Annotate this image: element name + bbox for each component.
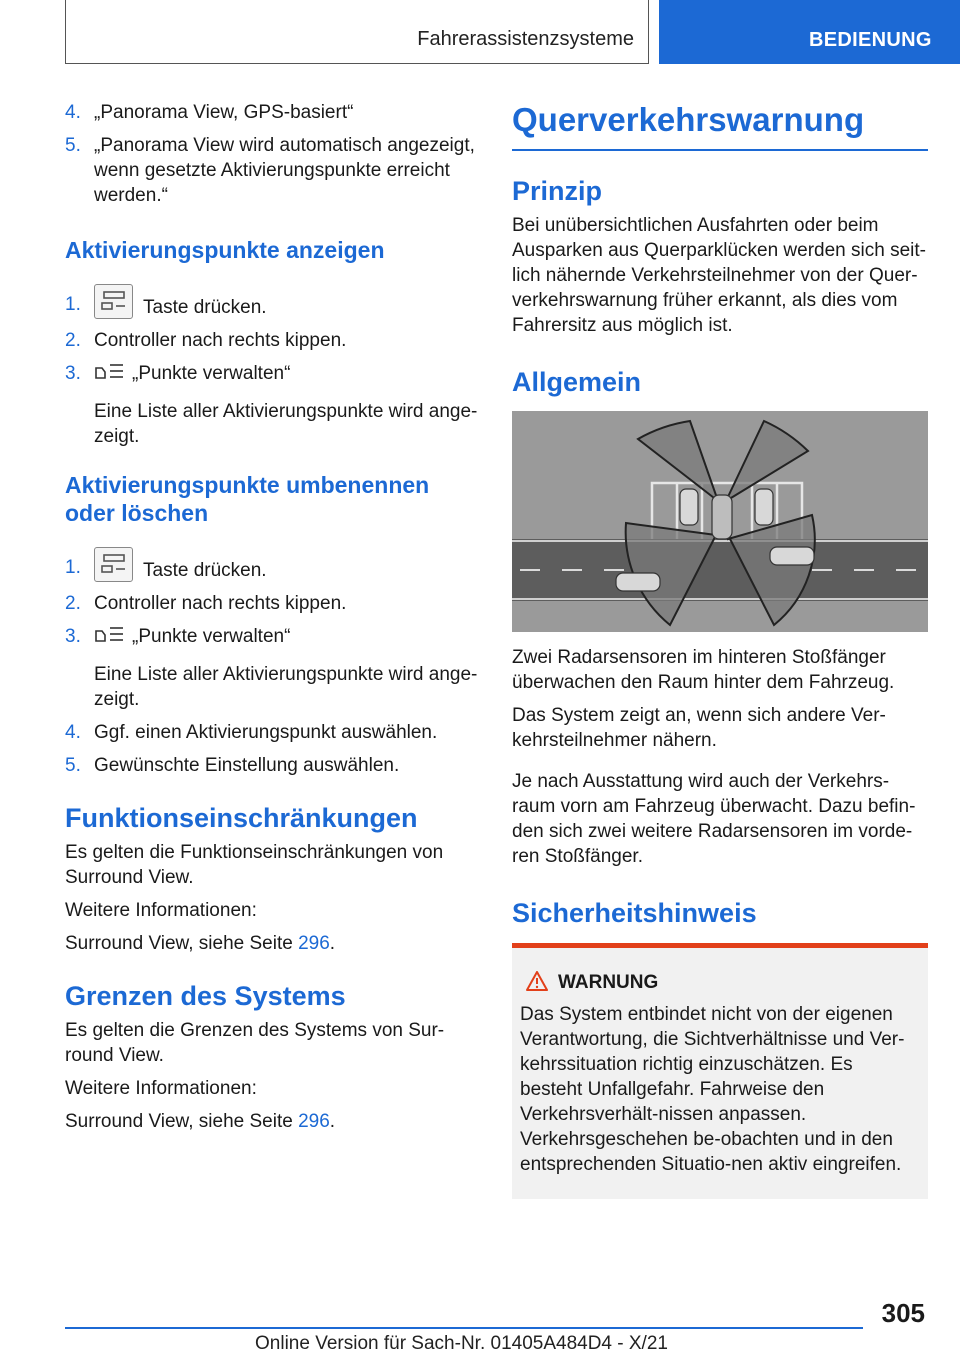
cross-traffic-illustration [512, 411, 928, 632]
manage-points-icon [94, 362, 124, 389]
heading-principle: Prinzip [512, 176, 603, 206]
list-item: 2. Controller nach rechts kippen. [65, 330, 347, 351]
page-reference-link[interactable]: 296 [298, 1111, 330, 1132]
heading-safety: Sicherheitshinweis [512, 898, 757, 928]
heading-limitations: Funktionseinschränkungen [65, 803, 418, 833]
page-title: Querverkehrswarnung [512, 101, 865, 138]
list-item: 2. Controller nach rechts kippen. [65, 593, 347, 614]
header-section-title: Fahrerassistenzsysteme [417, 28, 634, 50]
camera-button-icon [94, 547, 133, 582]
list-item: 5. „Panorama View wird automatisch angezeigt, wenn gesetzte Aktivierungspunkte erreicht werden.“ [65, 135, 475, 206]
left-column: 4. „Panorama View, GPS-basiert“ 5. „Panorama View wird automatisch angezeigt, wenn gesetzte Aktivierungspunkte erreicht werden.“ Aktivierungspunkte anzeigen 1. Taste drücken. 2. Controller nach rechts kippen. 3. „Punkte verwalten“ Eine Liste aller Aktivierungspunkte wird ange-zeigt. Aktivierungspunkte umbenennen oder löschen 1. Taste drücken. 2. Controller nach rechts kippen. 3. „Punkte verwalten“ Eine Liste aller Aktivierungspunkte wird ange-zeigt. 4. Ggf. einen Aktivierungspunkt auswählen. 5. Gewünschte Einstellung auswählen. Funktionseinschränkungen Es gelten die Funktionseinschränkungen von Surround View. Weitere Informationen: Surround View, siehe Seite 296. Grenzen des Systems Es gelten die Grenzen des Systems von Sur-round View. Weitere Informationen: Surround View, siehe Seite 296. [65, 100, 480, 1134]
heading-general: Allgemein [512, 367, 642, 397]
heading-rename-points: Aktivierungspunkte umbenennen oder löschen [65, 472, 430, 526]
warning-label: WARNUNG [558, 972, 659, 993]
footer-online-version: Online Version für Sach-Nr. 01405A484D4 - X/21 [255, 1333, 668, 1354]
rename-points-steps [65, 547, 480, 778]
footer-rule [65, 1327, 863, 1329]
heading-show-points: Aktivierungspunkte anzeigen [65, 237, 385, 263]
list-item: 1. Taste drücken. [65, 547, 480, 583]
header-chapter-title: BEDIENUNG [809, 29, 932, 51]
manage-points-icon [94, 625, 124, 652]
warning-triangle-icon [520, 972, 558, 993]
header-chapter-tab [659, 0, 960, 64]
intro-steps [65, 100, 480, 208]
list-item: 1. Taste drücken. [65, 284, 480, 320]
page-number: 305 [881, 1298, 925, 1328]
list-item: 3. „Punkte verwalten“ Eine Liste aller Aktivierungspunkte wird ange-zeigt. [65, 363, 478, 447]
show-points-steps [65, 284, 480, 449]
heading-limits: Grenzen des Systems [65, 981, 346, 1011]
warning-text: Das System entbindet nicht von der eigenen Verantwortung, die Sichtverhältnisse und Ver-kehrssituation richtig einzuschätzen. Es besteht Unfallgefahr. Fahrweise den Verkehrsverhält-nissen anpassen. Verkehrsgeschehen be-obachten und in den entsprechenden Situatio-nen aktiv eingreifen. [520, 1004, 905, 1175]
camera-button-icon [94, 284, 133, 319]
list-item: 4. „Panorama View, GPS-basiert“ [65, 102, 354, 123]
page-reference-link[interactable]: 296 [298, 933, 330, 954]
title-rule [512, 149, 928, 151]
list-item: 4. Ggf. einen Aktivierungspunkt auswählen. [65, 722, 438, 743]
right-column: Querverkehrswarnung Prinzip Bei unübersichtlichen Ausfahrten oder beim Ausparken aus Querparklücken werden sich seit-lich nähernde Verkehrsteilnehmer von der Quer-verkehrswarnung früher erkannt, als dies vom Fahrersitz aus möglich ist. Allgemein Zwei Radarsensoren im hinteren Stoßfänger überwachen den Raum hinter dem Fahrzeug. Das System zeigt an, wenn sich andere Ver-kehrsteilnehmer nähern. Je nach Ausstattung wird auch der Verkehrs-raum vorn am Fahrzeug überwacht. Dazu befin-den sich zwei weitere Radarsensoren im vorde-ren Stoßfänger. Sicherheitshinweis WARNUNG Das System entbindet nicht von der eigenen Verantwortung, die Sichtverhältnisse und Ver-kehrssituation richtig einzuschätzen. Es besteht Unfallgefahr. Fahrweise den Verkehrsverhält-nissen anpassen. Verkehrsgeschehen be-obachten und in den entsprechenden Situatio-nen aktiv eingreifen. [512, 100, 928, 1199]
list-item: 3. „Punkte verwalten“ Eine Liste aller Aktivierungspunkte wird ange-zeigt. [65, 626, 478, 710]
list-item: 5. Gewünschte Einstellung auswählen. [65, 755, 400, 776]
header-section-box [65, 0, 649, 64]
warning-box [512, 943, 928, 1199]
